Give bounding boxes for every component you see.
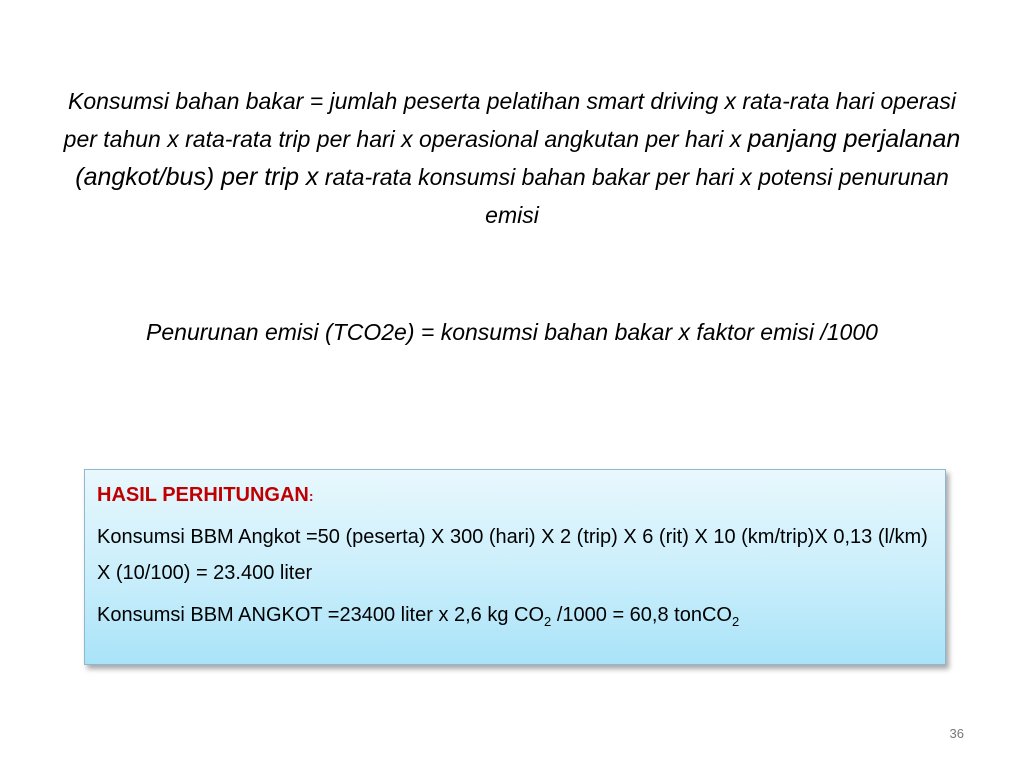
result-title: [97, 480, 933, 511]
formula-1-part-1: Konsumsi bahan bakar = jumlah peserta pelatihan smart driving x rata-rata hari operasi per tahun x rata-rata trip per hari x operasional angkutan per hari x: [63, 88, 956, 152]
result-title-text: HASIL PERHITUNGAN: [97, 484, 309, 506]
emission-result-part-2: /1000 = 60,8 tonCO: [551, 604, 732, 626]
emission-result-sub-2: 2: [731, 614, 740, 629]
emission-reduction-formula: [60, 313, 964, 351]
emission-result: [97, 597, 933, 633]
fuel-consumption-formula: [60, 82, 964, 234]
page-number: 36: [949, 726, 964, 741]
calculation-result-box: [84, 469, 946, 665]
fuel-consumption-result: Konsumsi BBM Angkot =50 (peserta) X 300 (hari) X 2 (trip) X 6 (rit) X 10 (km/trip)X 0,13 (l/km) X (10/100) = 23.400 liter: [97, 526, 928, 584]
result-title-colon: :: [308, 488, 314, 504]
emission-result-sub-1: 2: [544, 614, 552, 629]
emission-result-part-1: Konsumsi BBM ANGKOT =23400 liter x 2,6 kg CO: [97, 604, 545, 626]
formula-1-part-2: panjang perjalanan (angkot/bus) per trip x: [75, 125, 961, 191]
formula-1-part-3: rata-rata konsumsi bahan bakar per hari x potensi penurunan emisi: [318, 164, 949, 228]
formula-2-text: Penurunan emisi (TCO2e) = konsumsi bahan bakar x faktor emisi /1000: [146, 319, 878, 345]
